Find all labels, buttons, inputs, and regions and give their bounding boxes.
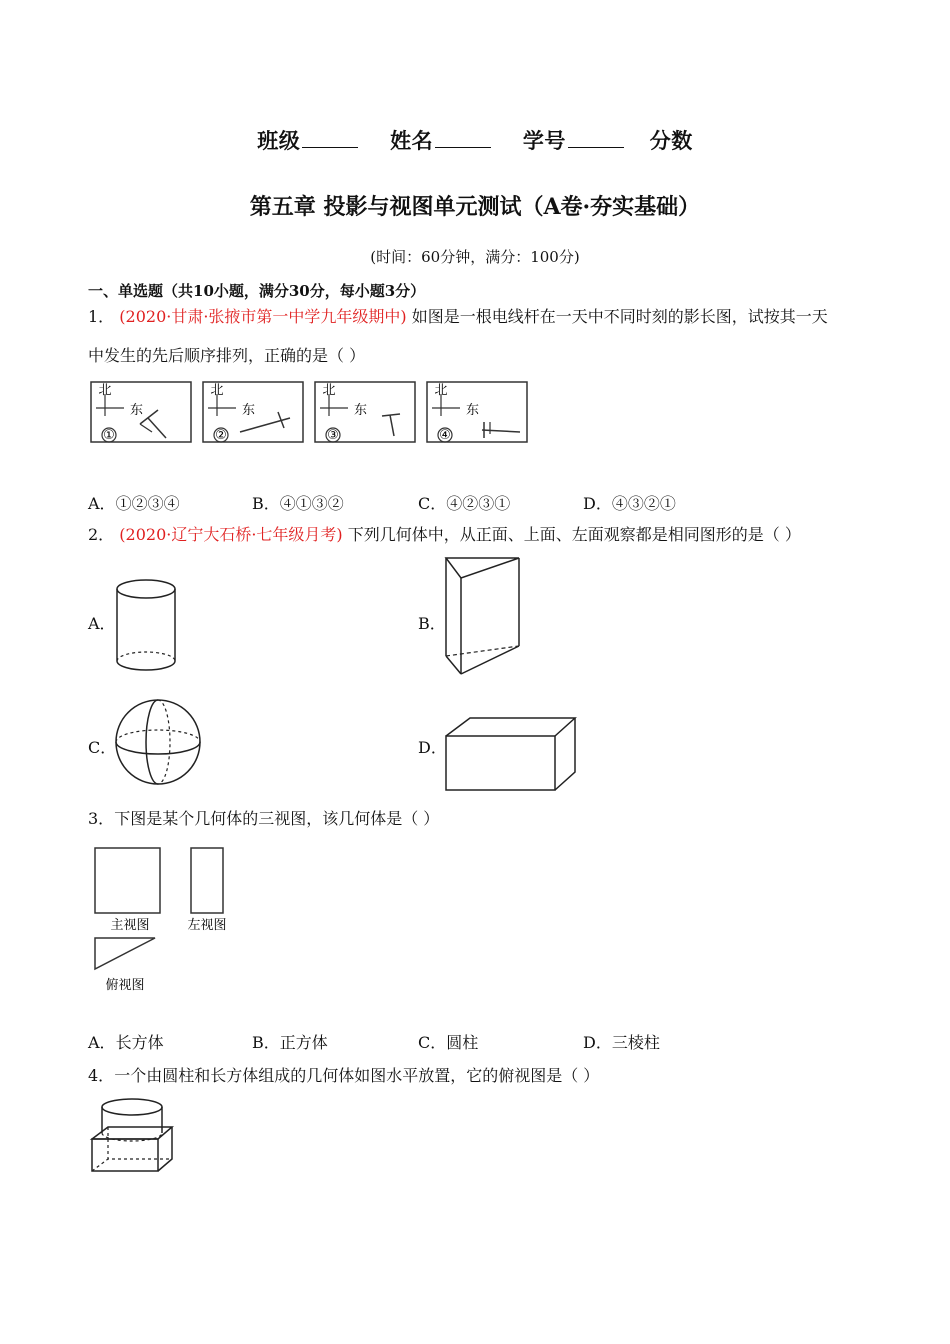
option-text: 三棱柱 xyxy=(611,1033,660,1052)
option-label: B． xyxy=(252,494,280,513)
east-label: 东 xyxy=(466,403,480,418)
student-info-line xyxy=(0,125,950,155)
north-label: 北 xyxy=(98,383,112,398)
cylinder-cuboid-figure xyxy=(88,1097,178,1177)
name-label: 姓名 xyxy=(390,129,434,153)
panel-number: ④ xyxy=(439,428,451,443)
option-text: ④③②① xyxy=(611,494,676,513)
option-text: ④①③② xyxy=(279,494,344,513)
shadow-figure xyxy=(90,380,530,446)
east-label: 东 xyxy=(242,403,256,418)
section-heading: 一、单选题（共10小题，满分30分，每小题3分） xyxy=(88,282,426,300)
east-label: 东 xyxy=(130,403,144,418)
panel-number: ② xyxy=(215,428,227,443)
option-d[interactable] xyxy=(583,491,676,514)
question-number: 1． xyxy=(88,307,115,326)
option-label: A． xyxy=(88,1033,116,1052)
option-text: 长方体 xyxy=(115,1033,164,1052)
north-label: 北 xyxy=(210,383,224,398)
question-source: (2020·辽宁大石桥·七年级月考) xyxy=(119,525,343,544)
option-c[interactable] xyxy=(418,491,510,514)
question-source: (2020·甘肃·张掖市第一中学九年级期中) xyxy=(119,307,407,326)
option-text: 正方体 xyxy=(279,1033,328,1052)
class-label: 班级 xyxy=(257,129,301,153)
sphere-figure[interactable] xyxy=(114,699,204,789)
option-b[interactable] xyxy=(252,491,344,514)
question-1 xyxy=(88,306,878,328)
option-b[interactable]: B． xyxy=(418,614,446,633)
option-label: A． xyxy=(88,494,116,513)
question-number: 3． xyxy=(88,809,115,828)
question-1-line2: 中发生的先后顺序排列，正确的是（ ） xyxy=(88,346,366,365)
option-text: ①②③④ xyxy=(115,494,180,513)
option-label: D． xyxy=(583,494,612,513)
option-a[interactable] xyxy=(88,491,180,514)
id-label: 学号 xyxy=(522,129,566,153)
front-view-caption: 主视图 xyxy=(110,918,150,933)
name-blank[interactable] xyxy=(435,129,491,148)
question-2 xyxy=(88,524,888,546)
question-number: 4． xyxy=(88,1066,115,1085)
question-4 xyxy=(88,1065,599,1087)
id-blank[interactable] xyxy=(568,129,624,148)
option-label: B． xyxy=(252,1033,280,1052)
question-text: 如图是一根电线杆在一天中不同时刻的影长图，试按其一天 xyxy=(411,307,828,326)
left-view-caption: 左视图 xyxy=(187,918,227,933)
option-label: D． xyxy=(583,1033,612,1052)
north-label: 北 xyxy=(434,383,448,398)
option-text: 圆柱 xyxy=(446,1033,479,1052)
question-3 xyxy=(88,808,439,830)
option-label: C． xyxy=(418,494,447,513)
question-text: 一个由圆柱和长方体组成的几何体如图水平放置，它的俯视图是（ ） xyxy=(114,1066,600,1085)
cuboid-figure[interactable] xyxy=(444,716,578,794)
question-number: 2． xyxy=(88,525,115,544)
north-label: 北 xyxy=(322,383,336,398)
panel-number: ① xyxy=(103,428,115,443)
question-text: 下列几何体中，从正面、上面、左面观察都是相同图形的是（ ） xyxy=(347,525,801,544)
option-c[interactable] xyxy=(418,1030,478,1053)
option-d[interactable] xyxy=(583,1030,660,1053)
option-b[interactable] xyxy=(252,1030,328,1053)
option-a[interactable]: A． xyxy=(88,614,116,633)
triangular-prism-figure[interactable] xyxy=(443,556,523,680)
cylinder-figure[interactable] xyxy=(112,578,182,678)
panel-number: ③ xyxy=(327,428,339,443)
score-label: 分数 xyxy=(649,129,693,153)
option-d[interactable]: D． xyxy=(418,738,447,757)
question-text: 下图是某个几何体的三视图，该几何体是（ ） xyxy=(114,809,440,828)
option-a[interactable] xyxy=(88,1030,164,1053)
top-view-caption: 俯视图 xyxy=(105,978,145,993)
east-label: 东 xyxy=(354,403,368,418)
three-view-figure xyxy=(90,845,240,995)
option-text: ④②③① xyxy=(446,494,511,513)
option-c[interactable]: C． xyxy=(88,738,117,757)
class-blank[interactable] xyxy=(302,129,358,148)
page-title: 第五章 投影与视图单元测试（A卷·夯实基础） xyxy=(249,194,701,220)
option-label: C． xyxy=(418,1033,447,1052)
page-subtitle: (时间：60分钟，满分：100分) xyxy=(370,248,580,266)
